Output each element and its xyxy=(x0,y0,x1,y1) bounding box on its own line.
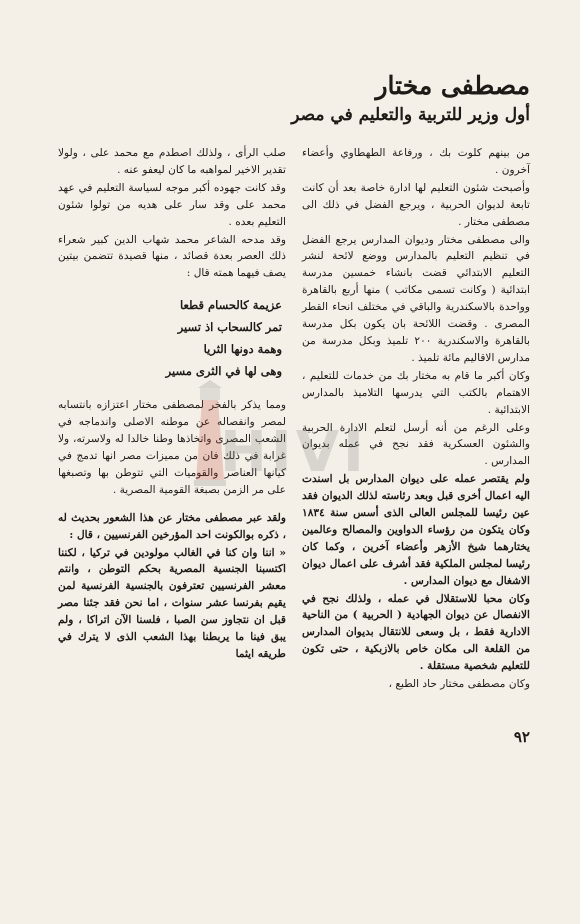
article-header xyxy=(245,70,530,126)
watermark-text: HIVI xyxy=(220,420,368,485)
poem xyxy=(58,296,286,381)
paragraph: والى مصطفى مختار وديوان المدارس يرجع الفضل في تنظيم التعليم بالمدارس ووضع لائحة لنشر التعليم الابتدائي قضت بانشاء خمسين مدرسة ابتدائية ( وكانت تسمى مكاتب ) منها أربع بالقاهرة وواحدة بالاسكندرية والباقي في مختلف انحاء القطر المصرى . وقضت اللائحة بان يكون بكل مدرسة بالقاهرة والاسكندرية ٢٠٠ تلميذ وبكل مدرسة من مدارس الاقاليم مائة تلميذ . xyxy=(302,233,530,364)
poem-verse: تمر كالسحاب اذ تسير xyxy=(177,320,282,335)
paragraph: وقد مدحه الشاعر محمد شهاب الدين كبير شعراء ذلك العصر بعدة قصائد ، منها قصيدة تتضمن بيتين يصف فيهما همته قال : xyxy=(58,233,286,280)
page-number: ٩٢ xyxy=(513,728,530,746)
paragraph: وكان أكبر ما قام به مختار بك من خدمات للتعليم ، الاهتمام بالكتب التي يدرسها التلاميذ بالمدارس الابتدائية . xyxy=(302,369,530,416)
right-column xyxy=(302,145,530,694)
paragraph: صلب الرأى ، ولذلك اصطدم مع محمد على ، ولولا تقدير الاخير لمواهبه ما كان ليعفو عنه . xyxy=(58,147,286,176)
poem-verse: عزيمة كالحسام قطعا xyxy=(179,298,282,313)
paragraph: وعلى الرغم من أنه أرسل لتعلم الادارة الحربية والشئون العسكرية فقد نجح في عمله بديوان المدارس . xyxy=(302,421,530,468)
paragraph: من بينهم كلوت بك ، ورفاعة الطهطاوي وأعضاء آخرون . xyxy=(302,147,530,176)
article-title: مصطفى مختار xyxy=(375,71,530,100)
paragraph: وأصبحت شئون التعليم لها ادارة خاصة بعد أن كانت تابعة لديوان الحربية ، ويرجع الفضل في ذلك الى مصطفى مختار . xyxy=(302,181,530,228)
paragraph: وكان مصطفى مختار حاد الطبع ، xyxy=(388,678,530,691)
paragraph: ولم يقتصر عمله على ديوان المدارس بل اسندت اليه اعمال أخرى قبل وبعد رئاسته لذلك الديوان فقد عين رئيسا للمجلس العالى الذى أسس سنة ١٨٣٤ وكان يتكون من رؤساء الدواوين والمصالح وعالمين يختارهما شيخ الأزهر وأعضاء آخرين ، وكما كان رئيسا لمجلس الملكية فقد أشرف على اعمال ديوان الاشغال مع ديوان المدارس . xyxy=(302,473,530,587)
paragraph: وقد كانت جهوده أكبر موجه لسياسة التعليم في عهد محمد على وقد سار على هديه من تولوا شئون التعليم بعده . xyxy=(58,181,286,228)
paragraph-gap xyxy=(58,500,286,510)
poem-verse: وهمة دونها الثريا xyxy=(203,342,282,357)
paragraph: ومما يذكر بالفخر لمصطفى مختار اعتزازه بانتسابه لمصر وانفصاله عن موطنه الاصلى واندماجه في الشعب المصرى واتخاذها وطنا خالدا له ولاسرته، ولا غرابة في ذلك فان من مميزات مصر انها تدمج في كيانها العناصر والقوميات التي تتوطن بها وتصبغها على مر الزمن بصبغة القومية المصرية . xyxy=(58,399,286,496)
left-column xyxy=(58,145,286,664)
paragraph: وكان محبا للاستقلال في عمله ، ولذلك نجح في الانفصال عن ديوان الجهادية ( الحربية ) من الناحية الادارية فقط ، بل وسعى للانتقال بديوان المدارس من القلعة الى مكان خاص بالازبكية ، حتى تكون للتعليم شخصية مستقلة . xyxy=(302,592,530,673)
poem-verse: وهى لها في الثرى مسير xyxy=(165,364,282,379)
article-subtitle: أول وزير للتربية والتعليم في مصر xyxy=(291,105,530,125)
paragraph: ولقد عبر مصطفى مختار عن هذا الشعور بحديث له ، ذكره بوالكونت احد المؤرخين الفرنسيين ، قال : xyxy=(58,511,286,541)
paragraph: « اننا وان كنا في الغالب مولودين في تركيا ، لكننا اكتسبنا الجنسية المصرية بحكم التوطن ، وانتم معشر الفرنسيين تعترفون بالجنسية الفرنسية لمن يقيم بفرنسا عشر سنوات ، اما نحن فقد جئنا مصر قبل ان نتجاوز سن الصبا ، فلسنا الآن اتراكا ، ولم يبق فينا ما يربطنا بهذا الشعب الذى لا يترك في طريقه ايثما xyxy=(58,546,286,660)
